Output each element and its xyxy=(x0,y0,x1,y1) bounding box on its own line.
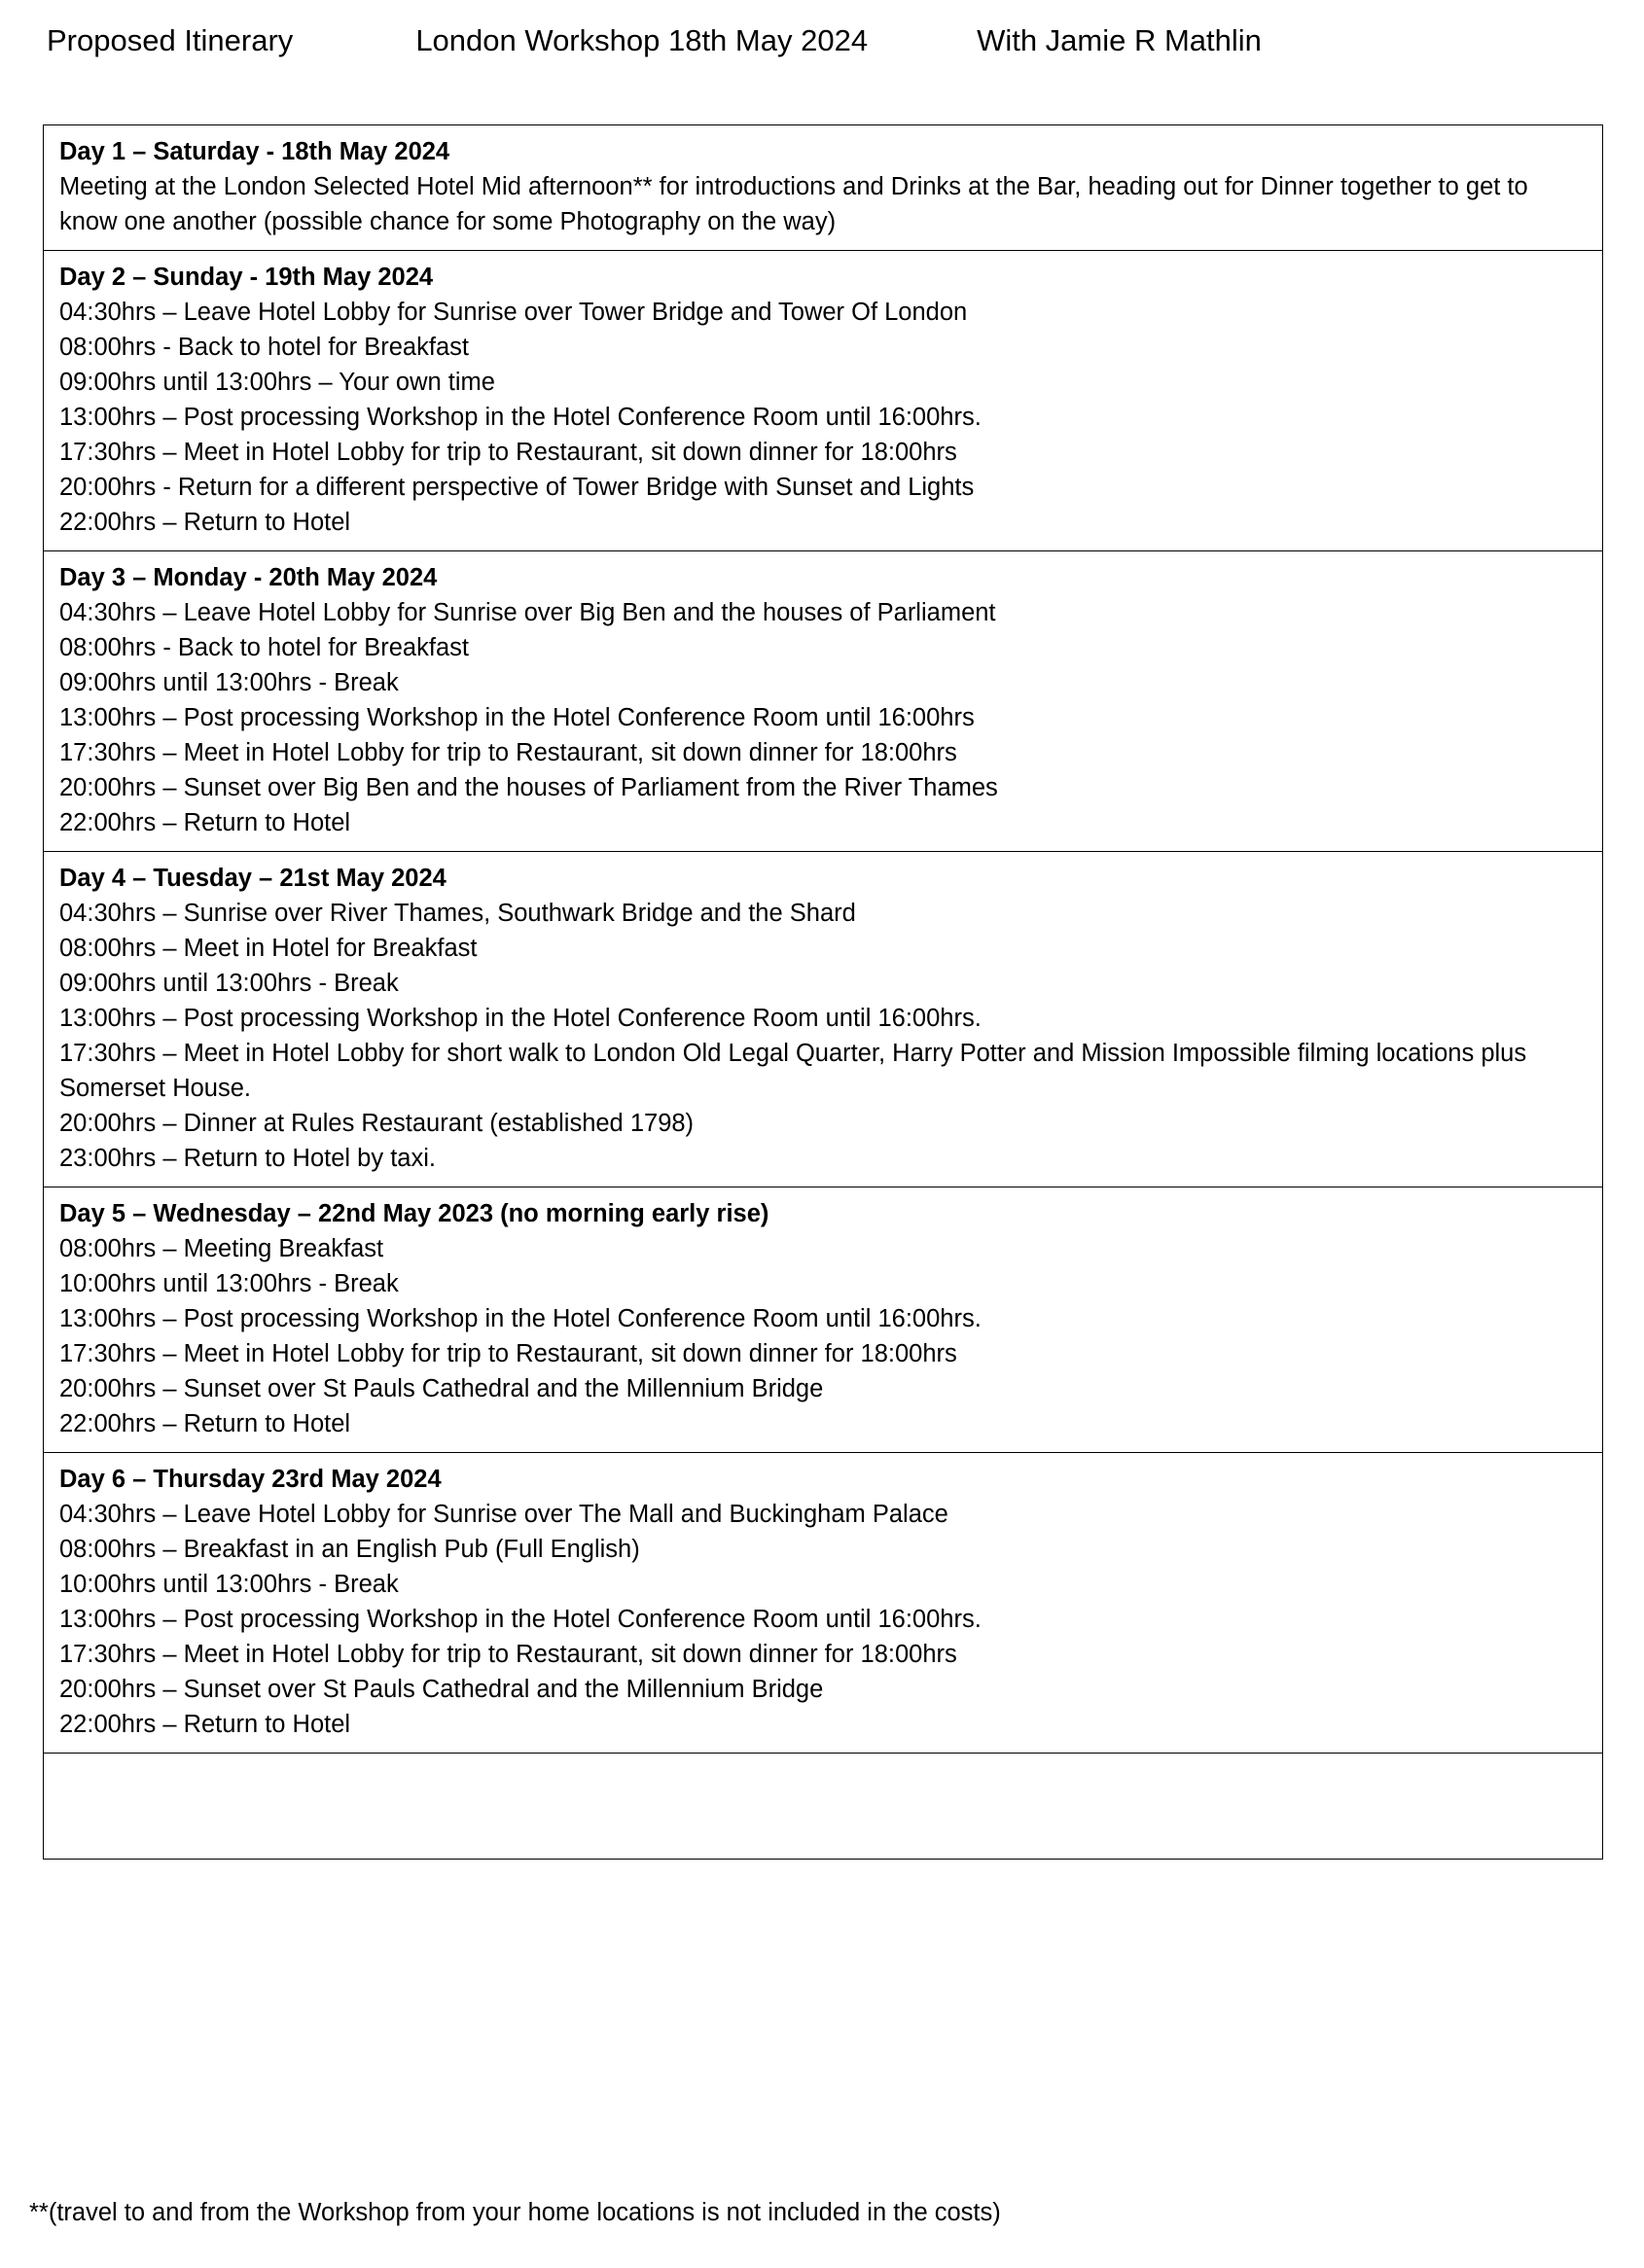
header-document-type: Proposed Itinerary xyxy=(47,23,294,57)
day-schedule-line: 08:00hrs - Back to hotel for Breakfast xyxy=(59,634,469,661)
day-schedule-line: 04:30hrs – Leave Hotel Lobby for Sunrise over The Mall and Buckingham Palace xyxy=(59,1501,948,1528)
day-title: Day 1 – Saturday - 18th May 2024 xyxy=(59,138,450,165)
day-title: Day 6 – Thursday 23rd May 2024 xyxy=(59,1466,442,1493)
day-title: Day 2 – Sunday - 19th May 2024 xyxy=(59,264,434,291)
day-schedule-line: 13:00hrs – Post processing Workshop in the Hotel Conference Room until 16:00hrs. xyxy=(59,1305,982,1332)
day-title: Day 3 – Monday - 20th May 2024 xyxy=(59,564,438,591)
day-schedule-line: 17:30hrs – Meet in Hotel Lobby for trip to Restaurant, sit down dinner for 18:00hrs xyxy=(59,739,957,766)
day-schedule-line: 13:00hrs – Post processing Workshop in the Hotel Conference Room until 16:00hrs. xyxy=(59,404,982,431)
itinerary-day-row xyxy=(44,852,1602,1187)
footnote-travel-note: **(travel to and from the Workshop from your home locations is not included in the costs) xyxy=(29,2199,1001,2226)
document-header xyxy=(47,21,1597,66)
day-schedule-line: 04:30hrs – Leave Hotel Lobby for Sunrise over Tower Bridge and Tower Of London xyxy=(59,299,968,326)
day-title: Day 5 – Wednesday – 22nd May 2023 (no morning early rise) xyxy=(59,1200,769,1227)
itinerary-day-row xyxy=(44,1187,1602,1453)
day-schedule-line: 13:00hrs – Post processing Workshop in the Hotel Conference Room until 16:00hrs xyxy=(59,704,975,731)
day-schedule-line: 04:30hrs – Sunrise over River Thames, Southwark Bridge and the Shard xyxy=(59,900,856,927)
day-schedule-line: 10:00hrs until 13:00hrs - Break xyxy=(59,1270,399,1297)
day-schedule-line: 20:00hrs – Sunset over Big Ben and the houses of Parliament from the River Thames xyxy=(59,774,998,801)
day-schedule-line: 17:30hrs – Meet in Hotel Lobby for trip to Restaurant, sit down dinner for 18:00hrs xyxy=(59,439,957,466)
day-schedule-line: 08:00hrs - Back to hotel for Breakfast xyxy=(59,334,469,361)
day-schedule-line: 08:00hrs – Meet in Hotel for Breakfast xyxy=(59,935,478,962)
itinerary-blank-row xyxy=(44,1754,1602,1859)
day-schedule-line: 10:00hrs until 13:00hrs - Break xyxy=(59,1571,399,1598)
day-schedule-line: 08:00hrs – Breakfast in an English Pub (Full English) xyxy=(59,1536,640,1563)
day-schedule-line: 20:00hrs – Sunset over St Pauls Cathedral and the Millennium Bridge xyxy=(59,1375,824,1402)
day-schedule-line: 22:00hrs – Return to Hotel xyxy=(59,1711,351,1738)
day-schedule-line: 13:00hrs – Post processing Workshop in the Hotel Conference Room until 16:00hrs. xyxy=(59,1005,982,1032)
day-schedule-line: 20:00hrs - Return for a different perspective of Tower Bridge with Sunset and Lights xyxy=(59,474,975,501)
day-schedule-line: 20:00hrs – Dinner at Rules Restaurant (established 1798) xyxy=(59,1110,695,1137)
day-schedule-line: 17:30hrs – Meet in Hotel Lobby for short walk to London Old Legal Quarter, Harry Potter and Mission Impossible filming locations plus Somerset House. xyxy=(59,1040,1527,1102)
header-workshop-title: London Workshop 18th May 2024 xyxy=(415,23,869,57)
day-schedule-line: 17:30hrs – Meet in Hotel Lobby for trip to Restaurant, sit down dinner for 18:00hrs xyxy=(59,1340,957,1367)
day-schedule-line: 13:00hrs – Post processing Workshop in the Hotel Conference Room until 16:00hrs. xyxy=(59,1606,982,1633)
day-schedule-line: 09:00hrs until 13:00hrs - Break xyxy=(59,669,399,696)
day-schedule-line: 09:00hrs until 13:00hrs - Break xyxy=(59,970,399,997)
day-schedule-line: 08:00hrs – Meeting Breakfast xyxy=(59,1235,384,1262)
itinerary-day-row xyxy=(44,125,1602,251)
day-schedule-line: 20:00hrs – Sunset over St Pauls Cathedral and the Millennium Bridge xyxy=(59,1676,824,1703)
day-schedule-line: Meeting at the London Selected Hotel Mid afternoon** for introductions and Drinks at the Bar, heading out for Dinner together to get to know one another (possible chance for some Photography on the way) xyxy=(59,173,1528,235)
day-schedule-line: 22:00hrs – Return to Hotel xyxy=(59,809,351,836)
day-schedule-line: 17:30hrs – Meet in Hotel Lobby for trip to Restaurant, sit down dinner for 18:00hrs xyxy=(59,1641,957,1668)
header-host-name: With Jamie R Mathlin xyxy=(977,23,1262,57)
day-schedule-line: 22:00hrs – Return to Hotel xyxy=(59,509,351,536)
itinerary-day-row xyxy=(44,551,1602,852)
day-schedule-line: 09:00hrs until 13:00hrs – Your own time xyxy=(59,369,495,396)
itinerary-day-row xyxy=(44,251,1602,551)
day-schedule-line: 04:30hrs – Leave Hotel Lobby for Sunrise over Big Ben and the houses of Parliament xyxy=(59,599,996,626)
day-schedule-line: 23:00hrs – Return to Hotel by taxi. xyxy=(59,1145,436,1172)
itinerary-day-row xyxy=(44,1453,1602,1754)
day-schedule-line: 22:00hrs – Return to Hotel xyxy=(59,1410,351,1437)
itinerary-table xyxy=(43,124,1603,1860)
day-title: Day 4 – Tuesday – 21st May 2024 xyxy=(59,865,447,892)
